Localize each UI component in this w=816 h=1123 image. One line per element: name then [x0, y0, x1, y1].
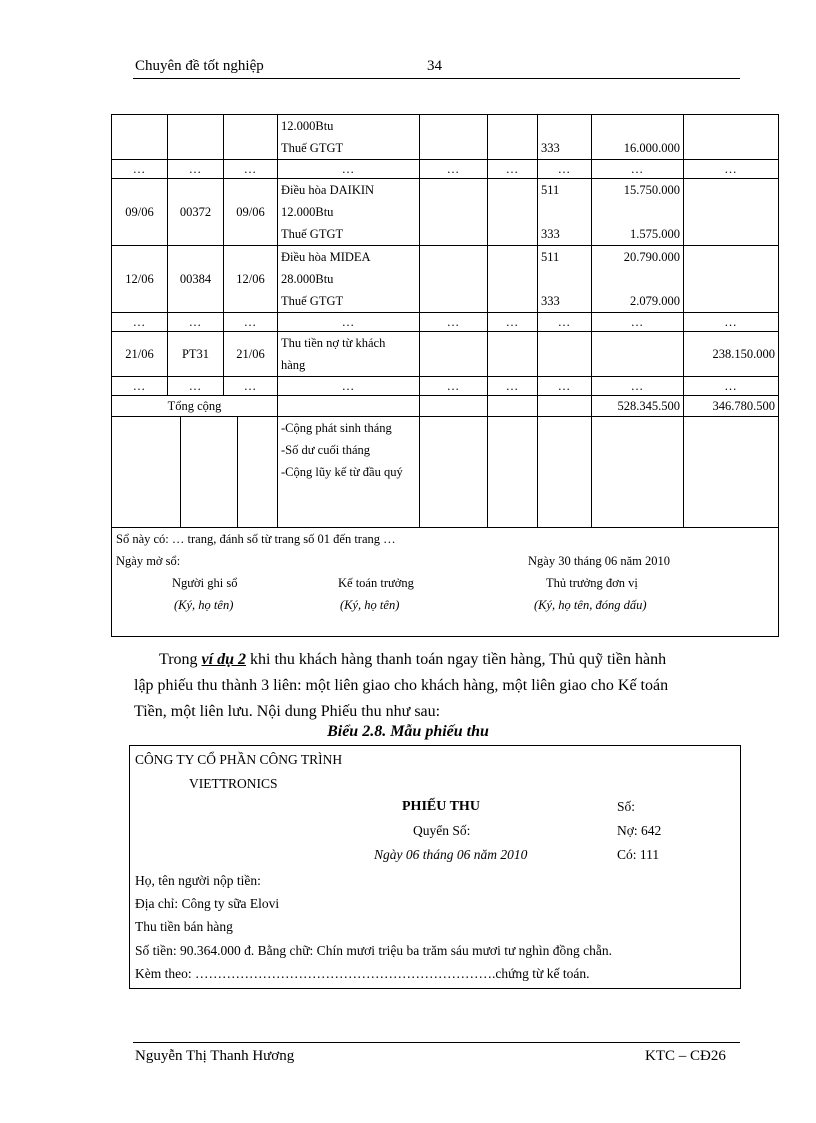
description-cell	[278, 246, 420, 313]
debit-cell-line: 1.575.000	[630, 227, 680, 241]
description-cell-line: Điều hòa MIDEA	[281, 250, 371, 264]
summary-row	[112, 417, 779, 528]
ellipsis-row	[112, 377, 779, 396]
date-cell: 21/06	[112, 332, 168, 377]
account-cell-line: 511	[541, 250, 560, 264]
description-cell-line: Thuế GTGT	[281, 294, 344, 308]
ellipsis-cell: …	[112, 160, 168, 179]
debit-cell	[592, 332, 684, 377]
account-cell-line	[541, 201, 588, 223]
date-cell	[112, 115, 168, 160]
table-row	[112, 115, 779, 160]
total-label: Tổng cộng	[112, 396, 278, 417]
debit-cell-line	[595, 201, 680, 223]
company-name-2: VIETTRONICS	[189, 776, 278, 791]
ellipsis-cell: …	[168, 313, 224, 332]
credit-cell	[684, 246, 779, 313]
debit-cell-line: 2.079.000	[630, 294, 680, 308]
doc-number-cell: 00372	[168, 179, 224, 246]
empty-cell	[420, 246, 488, 313]
account-cell	[538, 179, 592, 246]
credit-account: Có: 111	[617, 847, 660, 862]
ellipsis-cell: …	[224, 377, 278, 396]
doc-date-cell: 12/06	[224, 246, 278, 313]
example-ref: ví dụ 2	[201, 651, 246, 668]
table-row	[112, 179, 779, 246]
date-cell: 12/06	[112, 246, 168, 313]
payer-field: Họ, tên người nộp tiền:	[135, 873, 261, 888]
ellipsis-cell: …	[420, 377, 488, 396]
ellipsis-cell: …	[112, 313, 168, 332]
debit-cell-line: 16.000.000	[623, 141, 680, 155]
reason-field: Thu tiền bán hàng	[135, 919, 233, 934]
empty-cell	[488, 246, 538, 313]
ellipsis-cell: …	[420, 313, 488, 332]
debit-cell-line	[595, 115, 680, 137]
ellipsis-row	[112, 313, 779, 332]
ellipsis-cell: …	[488, 313, 538, 332]
ellipsis-cell: …	[684, 377, 779, 396]
account-cell-line: 333	[541, 227, 560, 241]
doc-number-cell: 00384	[168, 246, 224, 313]
debit-account: Nợ: 642	[617, 823, 662, 838]
footer-code: KTC – CĐ26	[645, 1048, 726, 1064]
ellipsis-cell: …	[278, 313, 420, 332]
credit-cell	[684, 179, 779, 246]
account-cell	[538, 115, 592, 160]
account-cell-line	[541, 268, 588, 290]
description-cell-line: 12.000Btu	[281, 119, 334, 133]
doc-date-cell: 21/06	[224, 332, 278, 377]
ellipsis-cell: …	[592, 377, 684, 396]
description-cell-line: 28.000Btu	[281, 272, 334, 286]
header-rule	[133, 78, 740, 79]
ellipsis-cell: …	[420, 160, 488, 179]
ellipsis-cell: …	[684, 313, 779, 332]
page-number: 34	[427, 58, 442, 74]
debit-cell	[592, 115, 684, 160]
empty-cell	[488, 115, 538, 160]
account-cell-line: 333	[541, 294, 560, 308]
description-cell-line: Thuế GTGT	[281, 141, 344, 155]
paragraph-line3: Tiền, một liên lưu. Nội dung Phiếu thu như sau:	[134, 703, 441, 720]
signer-2-title: Kế toán trưởng	[338, 576, 414, 590]
total-debit: 528.345.500	[592, 396, 684, 417]
ellipsis-cell: …	[488, 160, 538, 179]
company-name: CÔNG TY CỔ PHẦN CÔNG TRÌNH	[135, 752, 343, 767]
paragraph-line1: khi thu khách hàng thanh toán ngay tiền hàng, Thủ quỹ tiền hành	[246, 651, 667, 668]
summary-line-3: -Cộng lũy kế từ đầu quý	[281, 465, 403, 479]
ellipsis-cell: …	[538, 377, 592, 396]
total-row	[112, 396, 779, 417]
ellipsis-cell: …	[592, 313, 684, 332]
empty-cell	[488, 332, 538, 377]
account-cell	[538, 332, 592, 377]
book-number: Quyển Số:	[413, 823, 471, 838]
debit-cell	[592, 246, 684, 313]
date-cell: 09/06	[112, 179, 168, 246]
ledger-table	[111, 114, 779, 637]
ellipsis-cell: …	[538, 313, 592, 332]
footer-author: Nguyễn Thị Thanh Hương	[135, 1048, 295, 1064]
figure-caption: Biểu 2.8. Mẫu phiếu thu	[327, 723, 489, 740]
description-cell	[278, 332, 420, 377]
empty-cell	[420, 115, 488, 160]
body-paragraph	[134, 647, 740, 725]
table-row	[112, 246, 779, 313]
description-cell-line: Thuế GTGT	[281, 227, 344, 241]
receipt-so: Số:	[617, 799, 636, 814]
empty-cell	[488, 179, 538, 246]
doc-number-cell	[168, 115, 224, 160]
account-cell	[538, 246, 592, 313]
description-cell-line: Điều hòa DAIKIN	[281, 183, 375, 197]
debit-cell	[592, 179, 684, 246]
empty-cell	[420, 332, 488, 377]
ellipsis-cell: …	[112, 377, 168, 396]
ellipsis-cell: …	[278, 160, 420, 179]
description-cell-line: Thu tiền nợ từ khách	[281, 336, 386, 350]
empty-cell	[420, 179, 488, 246]
total-credit: 346.780.500	[684, 396, 779, 417]
summary-line-1: -Cộng phát sinh tháng	[281, 421, 392, 435]
receipt-form	[129, 745, 741, 989]
debit-cell-line: 20.790.000	[623, 250, 680, 264]
account-cell-line: 333	[541, 141, 560, 155]
ellipsis-cell: …	[538, 160, 592, 179]
summary-line-2: -Số dư cuối tháng	[281, 443, 371, 457]
paragraph-line2: lập phiếu thu thành 3 liên: một liên giao cho khách hàng, một liên giao cho Kế toán	[134, 677, 669, 694]
ellipsis-cell: …	[168, 377, 224, 396]
open-date: Ngày mở sổ:	[116, 554, 181, 568]
ellipsis-cell: …	[684, 160, 779, 179]
description-cell-line: hàng	[281, 358, 306, 372]
amount-field: Số tiền: 90.364.000 đ. Bằng chữ: Chín mươi triệu ba trăm sáu mươi tư nghìn đồng chẵn.	[135, 943, 612, 958]
ellipsis-cell: …	[168, 160, 224, 179]
signer-2-note: (Ký, họ tên)	[340, 598, 400, 612]
receipt-title: PHIẾU THU	[402, 799, 480, 814]
account-cell-line	[541, 115, 588, 137]
ellipsis-row	[112, 160, 779, 179]
pages-note: Sổ này có: … trang, đánh số từ trang số 01 đến trang …	[116, 532, 396, 546]
debit-cell-line	[595, 332, 680, 354]
footer-rule	[133, 1042, 740, 1043]
paragraph-prefix: Trong	[159, 651, 202, 668]
signer-3-note: (Ký, họ tên, đóng dấu)	[534, 598, 647, 612]
receipt-date: Ngày 06 tháng 06 năm 2010	[374, 847, 528, 862]
account-cell-line	[541, 332, 588, 354]
ledger-footer-row	[112, 528, 779, 637]
sign-date: Ngày 30 tháng 06 năm 2010	[528, 554, 670, 568]
ellipsis-cell: …	[488, 377, 538, 396]
debit-cell-line: 15.750.000	[623, 183, 680, 197]
signer-1-title: Người ghi sổ	[172, 576, 238, 590]
ellipsis-cell: …	[592, 160, 684, 179]
signer-1-note: (Ký, họ tên)	[174, 598, 234, 612]
credit-cell: 238.150.000	[684, 332, 779, 377]
credit-cell	[684, 115, 779, 160]
doc-date-cell	[224, 115, 278, 160]
description-cell	[278, 179, 420, 246]
ellipsis-cell: …	[224, 160, 278, 179]
attachments-field: Kèm theo: ………………………………………………………….chứng từ kế toán.	[135, 966, 590, 981]
address-field: Địa chỉ: Công ty sữa Elovi	[135, 896, 280, 911]
description-cell-line: 12.000Btu	[281, 205, 334, 219]
ellipsis-cell: …	[224, 313, 278, 332]
doc-date-cell: 09/06	[224, 179, 278, 246]
signer-3-title: Thủ trưởng đơn vị	[546, 576, 638, 590]
account-cell-line: 511	[541, 183, 560, 197]
doc-number-cell: PT31	[168, 332, 224, 377]
table-row	[112, 332, 779, 377]
ellipsis-cell: …	[278, 377, 420, 396]
header-title: Chuyên đề tốt nghiệp	[135, 58, 264, 74]
debit-cell-line	[595, 268, 680, 290]
description-cell	[278, 115, 420, 160]
